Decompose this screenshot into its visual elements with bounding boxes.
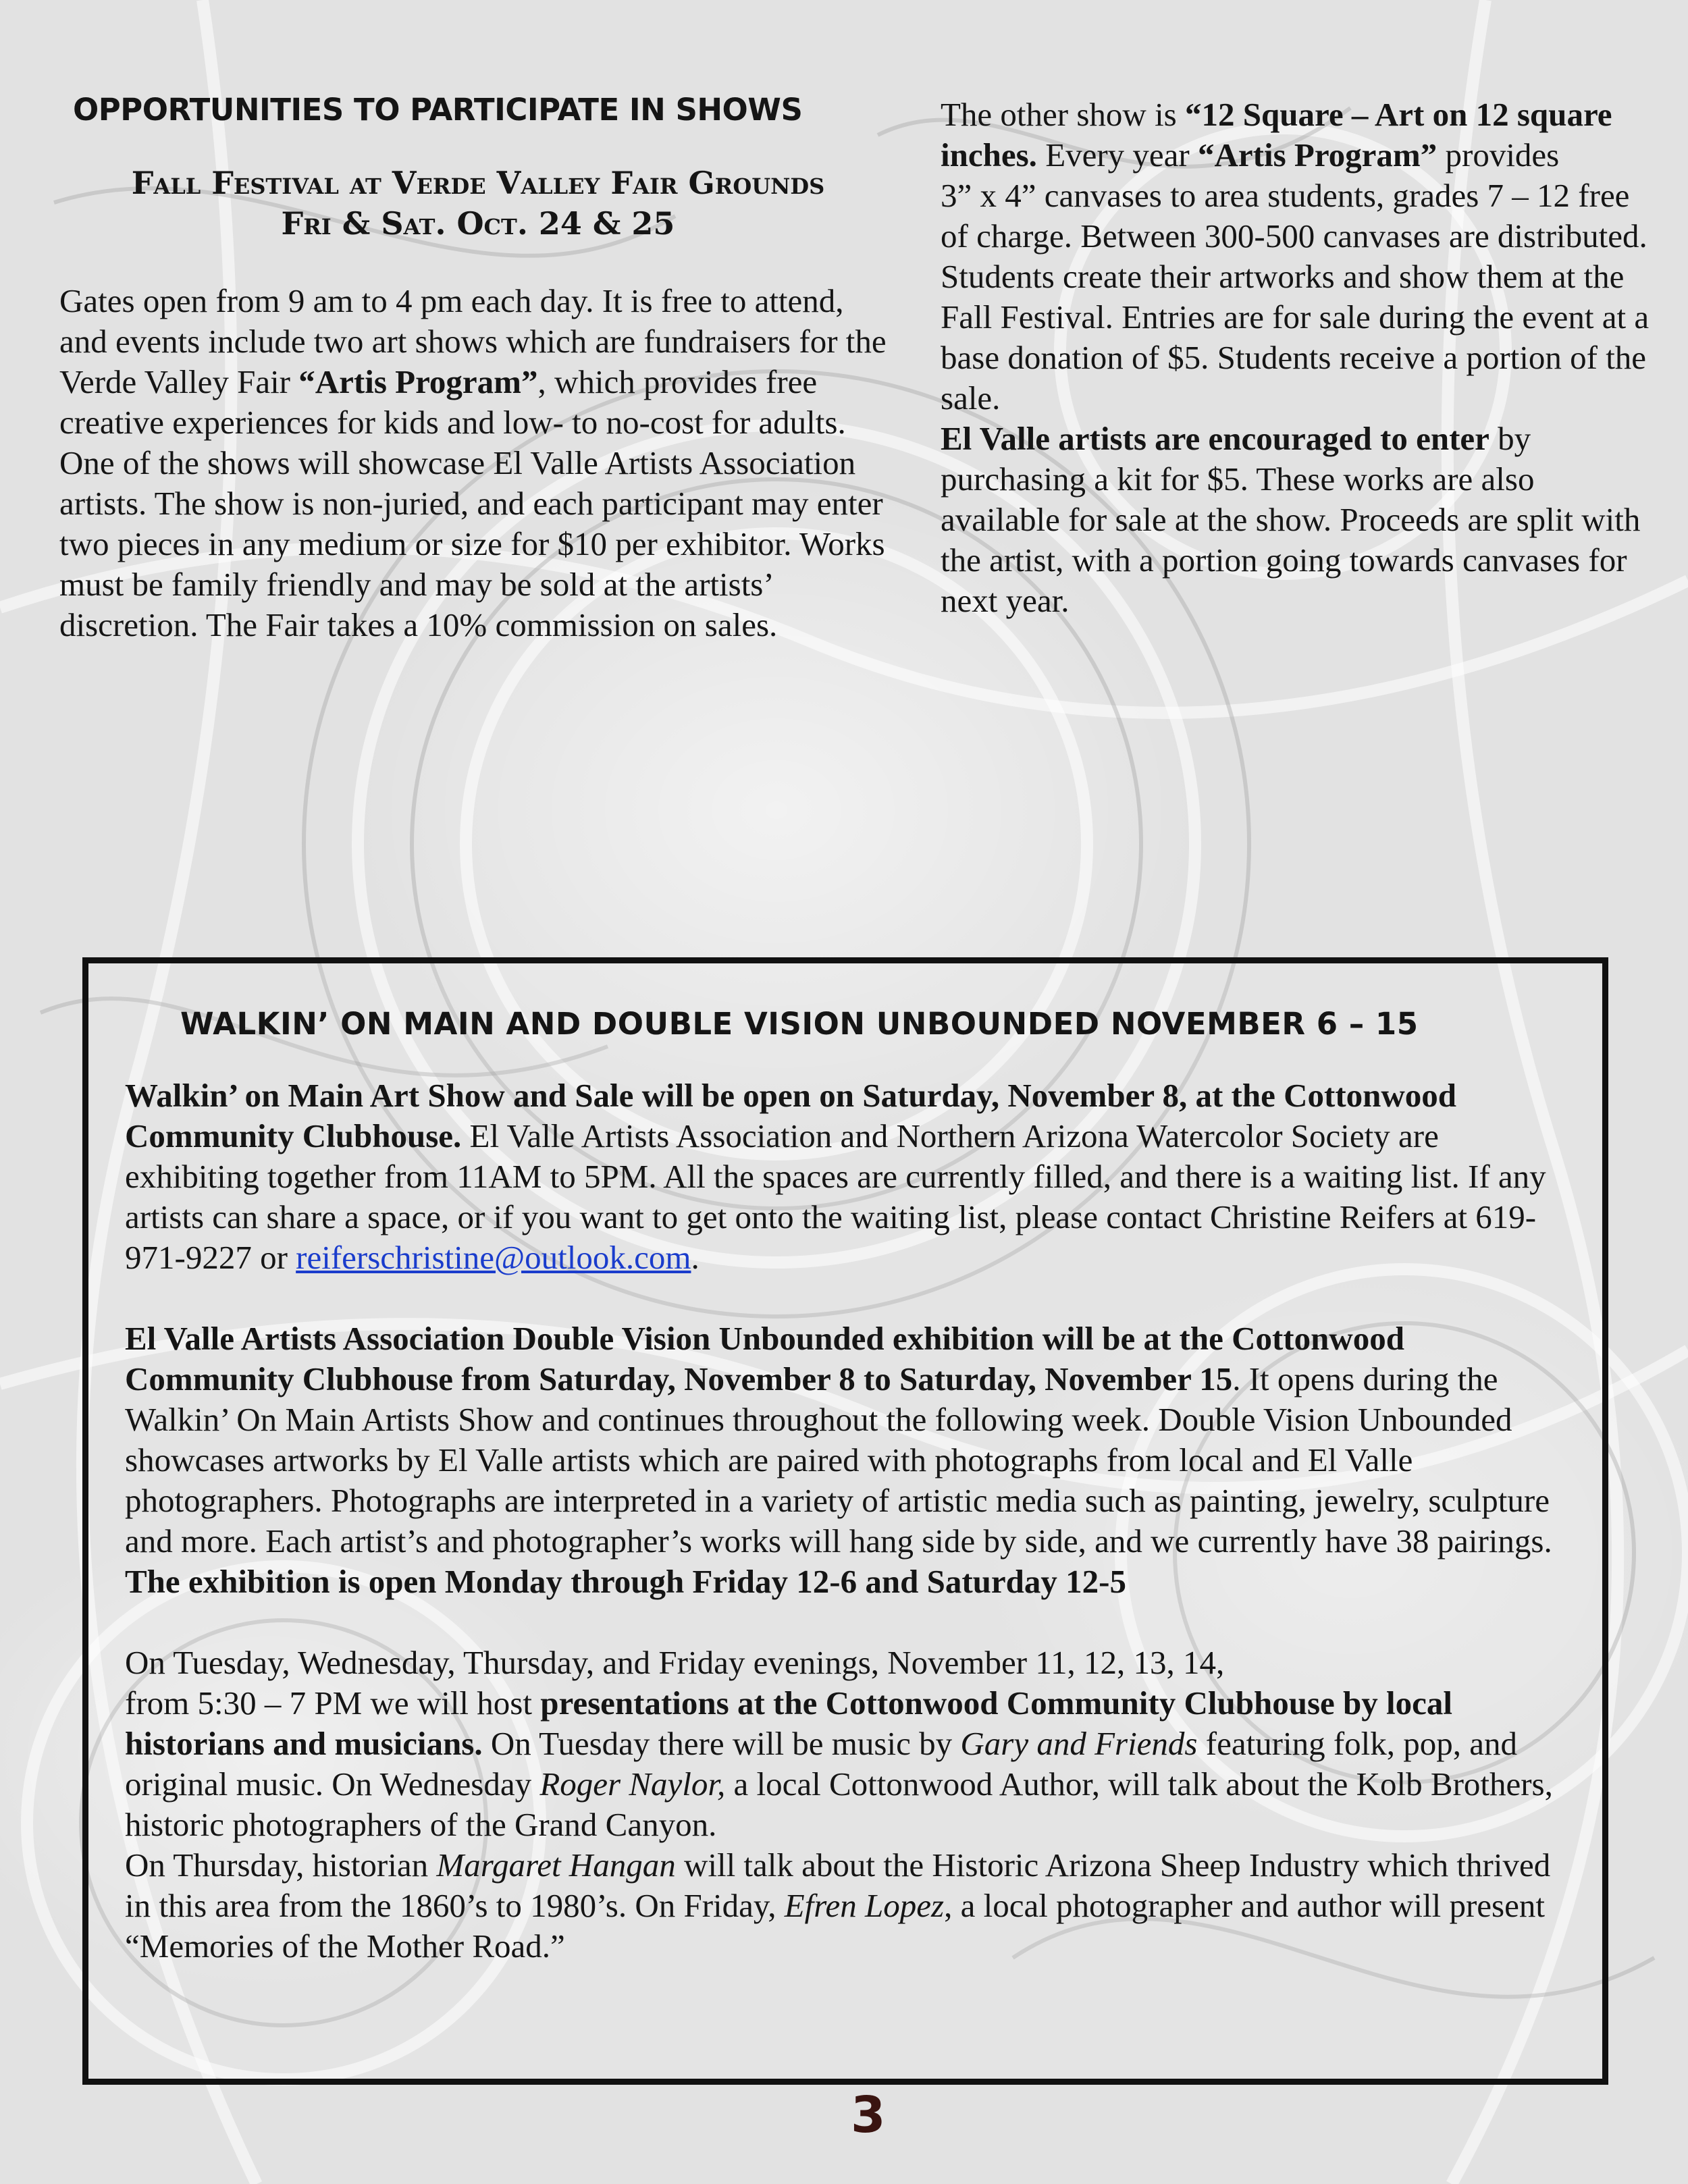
paragraph-text: by purchasing a kit for $5. These works are also [941, 420, 1535, 498]
paragraph-text: . [691, 1239, 700, 1276]
walkin-on-main-paragraph [125, 1075, 1570, 1278]
twelve-square-paragraph-4: available for sale at the show. Proceeds are split with the artist, with a portion going towards canvases for next year. [941, 501, 1641, 619]
double-vision-paragraph [125, 1319, 1570, 1602]
paragraph-text: , which provides free creative experiences for kids and low- to no-cost for adults. One of the shows will showcase El Valle Artists Association artists. The show is non-juried, and each participant may enter two pieces in any medium or size for $10 per exhibitor. Works must be family friendly and may be sold at the artists’ discretion. The Fair takes a 10% commission on sales. [59, 363, 885, 643]
paragraph-text: . It opens during the Walkin’ On Main Artists Show and continues throughout the following week. Double Vision Unbounded showcases artworks by El Valle artists which are paired with photographs from local and El Valle photographers. Photographs are interpreted in a variety of artistic media such as painting, jewelry, sculpture and more. Each artist’s and photographer’s works will hang side by side, and we currently have 38 pairings. [125, 1360, 1552, 1560]
event-dates: Fri & Sat. Oct. 24 & 25 [281, 205, 675, 242]
email-link[interactable]: reiferschristine@outlook.com [296, 1239, 691, 1276]
paragraph-italic: Margaret Hangan [436, 1846, 676, 1884]
paragraph-bold: “Artis Program” [298, 363, 538, 400]
paragraph-bold: El Valle Artists Association Double Vision Unbounded exhibition will be at the Cottonwood Community Clubhouse from Saturday, November 8 to Saturday, November 15 [125, 1320, 1405, 1397]
events-box-content [125, 1005, 1570, 2007]
twelve-square-paragraph-3 [941, 419, 1656, 500]
paragraph-bold: The exhibition is open Monday through Friday 12-6 and Saturday 12-5 [125, 1563, 1126, 1600]
paragraph-text: El Valle Artists Association and Northern Arizona Watercolor Society are exhibiting together from 11AM to 5PM. All the spaces are currently filled, and there is a waiting list. If any artists can share a space, or if you want to get onto the waiting list, please contact Christine Reifers at 619-971-9227 or [125, 1117, 1546, 1276]
twelve-square-section [941, 95, 1656, 621]
paragraph-text: a local Cottonwood Author, will talk about the Kolb Brothers, historic photographers of the Grand Canyon. [125, 1765, 1553, 1843]
paragraph-text: On Tuesday, Wednesday, Thursday, and Friday evenings, November 11, 12, 13, 14, [125, 1644, 1225, 1681]
events-box-title: WALKIN’ ON MAIN AND DOUBLE VISION UNBOUNDED NOVEMBER 6 – 15 [180, 1006, 1419, 1042]
paragraph-bold: presentations at the Cottonwood Community Clubhouse by local historians and musicians. [125, 1684, 1453, 1762]
paragraph-italic: Efren Lopez [784, 1887, 945, 1924]
paragraph-text: Gates open from 9 am to 4 pm each day. It is free to attend, and events include two art shows which are fundraisers for the Verde Valley Fair [59, 282, 887, 400]
paragraph-bold: “12 Square – Art on 12 square inches. [941, 96, 1612, 174]
paragraph-bold: Walkin’ on Main Art Show and Sale will be open on Saturday, November 8, at the Cottonwood Community Clubhouse. [125, 1077, 1457, 1154]
event-subheading [59, 163, 897, 244]
presentations-paragraph [125, 1643, 1570, 1967]
paragraph-text: On Tuesday there will be music by [482, 1725, 961, 1762]
paragraph-text: provides [1437, 136, 1560, 174]
participate-paragraph [59, 281, 897, 645]
paragraph-italic: Gary and Friends [960, 1725, 1198, 1762]
events-box [82, 957, 1608, 2085]
event-venue: Fall Festival at Verde Valley Fair Grounds [131, 165, 825, 201]
paragraph-text: featuring folk, pop, and original music. On Wednesday [125, 1725, 1518, 1803]
paragraph-text: Every year [1036, 136, 1198, 174]
paragraph-text: , a local photographer and author will present “Memories of the Mother Road.” [125, 1887, 1545, 1965]
paragraph-bold: El Valle artists are encouraged to enter [941, 420, 1489, 457]
paragraph-text: The other show is [941, 96, 1185, 133]
twelve-square-paragraph-2: 3” x 4” canvases to area students, grades 7 – 12 free of charge. Between 300-500 canvases are distributed. Students create their artworks and show them at the Fall Festival. Entries are for sale during the event at a base donation of $5. Students receive a portion of the sale. [941, 177, 1650, 417]
paragraph-italic: Roger Naylor, [539, 1765, 726, 1803]
participate-section [59, 91, 897, 645]
paragraph-text: will talk about the Historic Arizona Sheep Industry which thrived in this area from the 1860’s to 1980’s. On Friday, [125, 1846, 1551, 1924]
paragraph-text: from 5:30 – 7 PM we will host [125, 1684, 541, 1722]
twelve-square-paragraph [941, 95, 1656, 176]
paragraph-text: On Thursday, historian [125, 1846, 437, 1884]
section-heading: OPPORTUNITIES TO PARTICIPATE IN SHOWS [73, 92, 803, 128]
page-number: 3 [851, 2086, 886, 2144]
paragraph-bold: “Artis Program” [1198, 136, 1438, 174]
